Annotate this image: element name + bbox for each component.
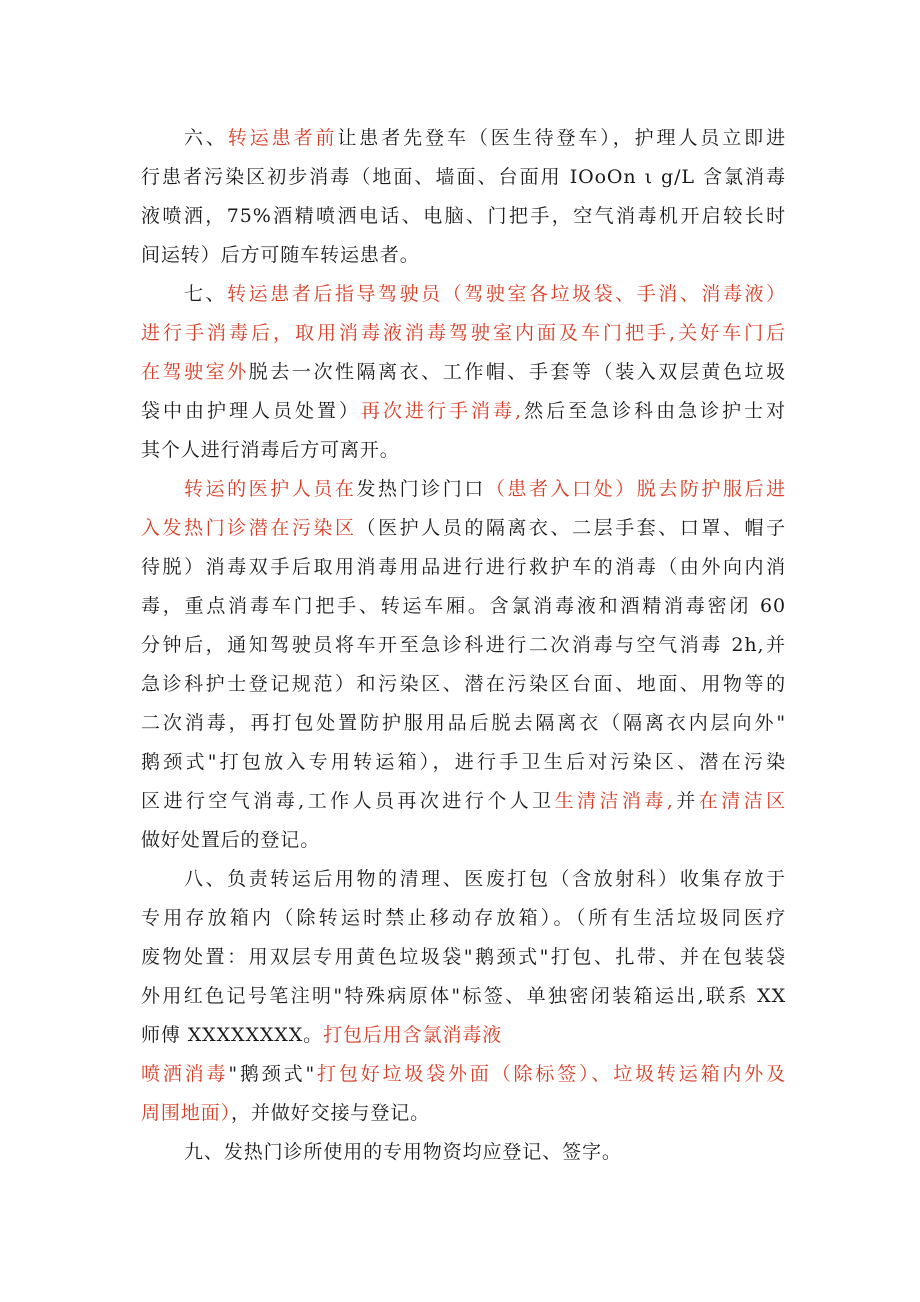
highlighted-text: 生清洁消毒, [554,790,674,812]
section-8-line-3 [141,945,786,969]
section-8-line-4 [141,984,786,1008]
body-text: 外用红色记号笔注明"特殊病原体"标签、单独密闭装箱运出,联系 XX [141,985,786,1007]
body-text: 专用存放箱内（除转运时禁止移动存放箱）。（所有生活垃圾同医疗 [141,907,786,929]
highlighted-text: 在驾驶室外 [141,361,249,383]
staff-para-line-7 [141,711,786,735]
section-7-line-4 [141,399,786,423]
staff-para-line-5 [141,633,786,657]
staff-para-line-2 [141,516,786,540]
highlighted-text: 打包后用含氯消毒液 [323,1024,503,1046]
body-text: 然后至急诊科由急诊护士对 [521,400,786,422]
body-text: 鹅颈式"打包放入专用转运箱），进行手卫生后对污染区、潜在污染 [141,751,786,773]
section-6-line-3 [141,204,786,228]
section-7-line-1 [184,282,786,306]
body-text: 二次消毒，再打包处置防护服用品后脱去隔离衣（隔离衣内层向外" [141,712,786,734]
staff-para-line-4 [141,594,786,618]
highlighted-text: 转运患者前 [227,127,338,149]
body-text: 八、负责转运后用物的清理、医废打包（含放射科）收集存放于 [184,868,786,890]
body-text: 区进行空气消毒,工作人员再次进行个人卫 [141,790,555,812]
body-text: 急诊科护士登记规范）和污染区、潜在污染区台面、地面、用物等的 [141,673,786,695]
section-9-line-1 [184,1140,786,1164]
body-text: 并 [673,790,699,812]
section-6-line-2 [141,165,786,189]
section-7-line-2 [141,321,786,345]
staff-para-line-8 [141,750,786,774]
section-6-line-1 [184,126,786,150]
highlighted-text: （患者入口处）脱去防护服后进 [485,478,786,500]
highlighted-text: 周围地面） [141,1102,232,1124]
body-text: 让患者先登车（医生待登车），护理人员立即进 [337,127,786,149]
body-text: 废物处置：用双层专用黄色垃圾袋"鹅颈式"打包、扎带、并在包装袋 [141,946,786,968]
body-text: 间运转）后方可随车转运患者。 [141,244,420,266]
body-text: 液喷洒，75%酒精喷洒电话、电脑、门把手，空气消毒机开启较长时 [141,205,786,227]
staff-para-line-9 [141,789,786,813]
staff-para-line-6 [141,672,786,696]
body-text: （医护人员的隔离衣、二层手套、口罩、帽子 [356,517,786,539]
body-text: 毒，重点消毒车门把手、转运车厢。含氯消毒液和酒精消毒密闭 60 [141,595,786,617]
body-text: 脱去一次性隔离衣、工作帽、手套等（装入双层黄色垃圾 [248,361,786,383]
highlighted-text: 在清洁区 [698,790,786,812]
section-8-line-2 [141,906,786,930]
highlighted-text: 打包好垃圾袋外面（除标签）、垃圾转运箱内外及 [315,1063,786,1085]
staff-para-line-1 [184,477,786,501]
highlighted-text: 入发热门诊潜在污染区 [141,517,357,539]
body-text: 袋中由护理人员处置） [141,400,362,422]
body-text: 分钟后，通知驾驶员将车开至急诊科进行二次消毒与空气消毒 2h,并 [141,634,786,656]
body-text: 六、 [184,127,228,149]
body-text: 师傅 XXXXXXXX。 [141,1024,324,1046]
body-text: 待脱）消毒双手后取用消毒用品进行进行救护车的消毒（由外向内消 [141,556,786,578]
body-text: ，并做好交接与登记。 [231,1102,431,1124]
section-6-line-4 [141,243,786,267]
body-text: 做好处置后的登记。 [141,829,321,851]
body-text: 九、发热门诊所使用的专用物资均应登记、签字。 [184,1141,622,1163]
section-7-line-3 [141,360,786,384]
staff-para-line-3 [141,555,786,579]
section-8-line-1 [184,867,786,891]
highlighted-text: 进行手消毒后，取用消毒液消毒驾驶室内面及车门把手,关好车门后 [141,322,786,344]
section-7-line-5 [141,438,786,462]
body-text: 发热门诊门口 [356,478,486,500]
body-text: 行患者污染区初步消毒（地面、墙面、台面用 IOoOn ι g/L 含氯消毒 [141,166,786,188]
section-8-line-5 [141,1023,786,1047]
highlighted-text: 转运患者后指导驾驶员（驾驶室各垃圾袋、手消、消毒液） [227,283,786,305]
highlighted-text: 转运的医护人员在 [184,478,357,500]
body-text: 七、 [184,283,228,305]
body-text: "鹅颈式" [228,1063,316,1085]
highlighted-text: 喷洒消毒 [141,1063,229,1085]
body-text: 其个人进行消毒后方可离开。 [141,439,400,461]
section-8-line-7 [141,1101,786,1125]
staff-para-line-10 [141,828,786,852]
section-8-line-6 [141,1062,786,1086]
highlighted-text: 再次进行手消毒, [361,400,522,422]
